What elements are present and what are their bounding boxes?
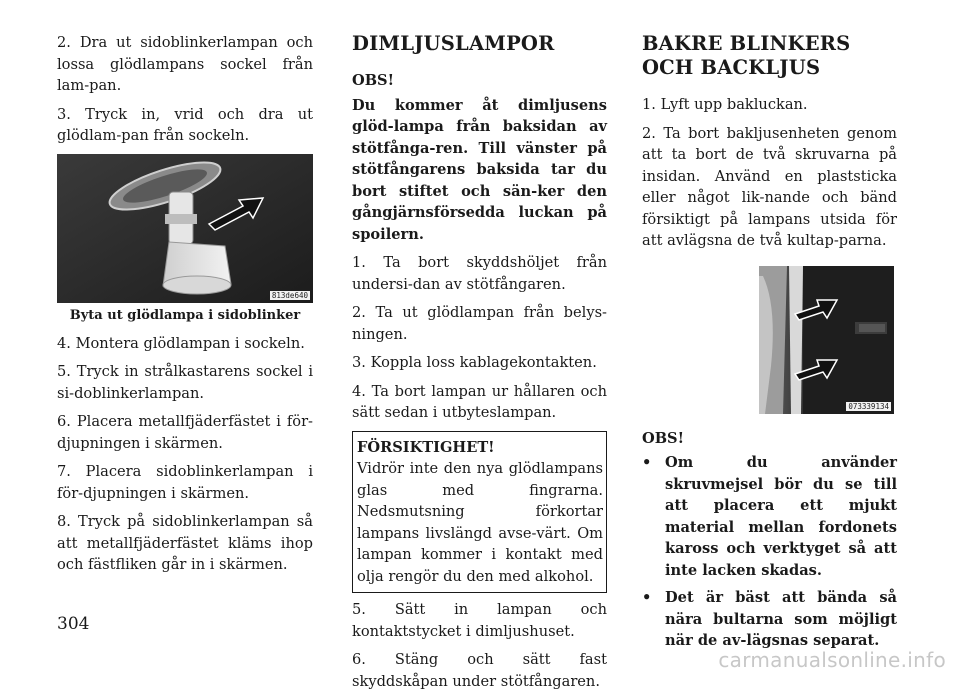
section-heading: BAKRE BLINKERS OCH BACKLJUS [642,32,851,79]
watermark: carmanualsonline.info [718,648,946,672]
caution-title: FÖRSIKTIGHET! [357,438,495,456]
caution-box [352,431,607,594]
step-paragraph: 5. Sätt in lampan och kontaktstycket i dimljushuset. [352,601,607,640]
note-label: OBS! [352,72,394,89]
list-item [642,587,897,652]
note-text: Du kommer åt dimljusens glöd-lampa från baksidan av stötfånga-ren. Till vänster på stötfångarens baksida tar du bort stiftet och sän-ker den gångjärnsförsedda luckan på spoilern. [352,96,607,243]
caution-text: Vidrör inte den nya glödlampans glas med fingrarna. Nedsmutsning förkortar lampans livslängd avse-värt. Om lampan kommer i kontakt med olja rengör du den med alkohol. [357,460,603,585]
step-paragraph: 2. Dra ut sidoblinkerlampan och lossa glödlampans sockel från lam-pan. [57,34,313,94]
bullet-icon: • [642,589,652,606]
step-paragraph: 3. Tryck in, vrid och dra ut glödlam-pan från sockeln. [57,105,313,144]
section-heading: DIMLJUSLAMPOR [352,32,555,55]
step-paragraph: 4. Ta bort lampan ur hållaren och sätt sedan i utbyteslampan. [352,382,607,421]
step-paragraph: 1. Ta bort skyddshöljet från undersi-dan av stötfångaren. [352,254,607,293]
tail-light-figure [759,266,894,414]
step-paragraph: 5. Tryck in strålkastarens sockel i si-doblinkerlampan. [57,363,313,402]
bullet-icon: • [642,454,652,471]
note-bullet-list [642,452,897,652]
figure-caption: Byta ut glödlampa i sidoblinker [69,307,301,323]
figure-code: 073339134 [848,401,889,411]
list-item [642,452,897,581]
step-paragraph: 1. Lyft upp bakluckan. [642,96,808,113]
tail-light-illustration [759,266,894,414]
step-paragraph: 6. Stäng och sätt fast skyddskåpan under stötfångaren. [352,651,607,690]
step-paragraph: 2. Ta bort bakljusenheten genom att ta bort de två skruvarna på insidan. Använd en plaststicka eller något lik-nande och bänd försiktigt på lampans utsida för att avlägsna de två kultap-parna. [642,124,897,249]
step-paragraph: 4. Montera glödlampan i sockeln. [57,334,305,352]
column-left [57,32,313,583]
step-paragraph: 3. Koppla loss kablagekontakten. [352,354,597,371]
column-right [642,32,897,658]
step-paragraph: 7. Placera sidoblinkerlampan i för-djupningen i skärmen. [57,463,313,502]
page-number: 304 [57,614,90,634]
step-paragraph: 8. Tryck på sidoblinkerlampan så att metallfjäderfästet kläms ihop och fästfliken går in i skärmen. [57,513,313,573]
note-label: OBS! [642,429,684,447]
list-item-text: Om du använder skruvmejsel bör du se till att placera ett mjukt material mellan fordonets kaross och verktyget så att inte lacken skadas. [665,454,897,579]
figure-code: 813de640 [271,290,308,300]
column-middle [352,32,607,699]
side-blinker-bulb-figure [57,154,313,303]
step-paragraph: 2. Ta ut glödlampan från belys-ningen. [352,304,607,343]
list-item-text: Det är bäst att bända så nära bultarna som möjligt när de av-lägsnas separat. [665,589,897,649]
step-paragraph: 6. Placera metallfjäderfästet i för-djupningen i skärmen. [57,413,313,452]
side-blinker-illustration [57,154,313,303]
